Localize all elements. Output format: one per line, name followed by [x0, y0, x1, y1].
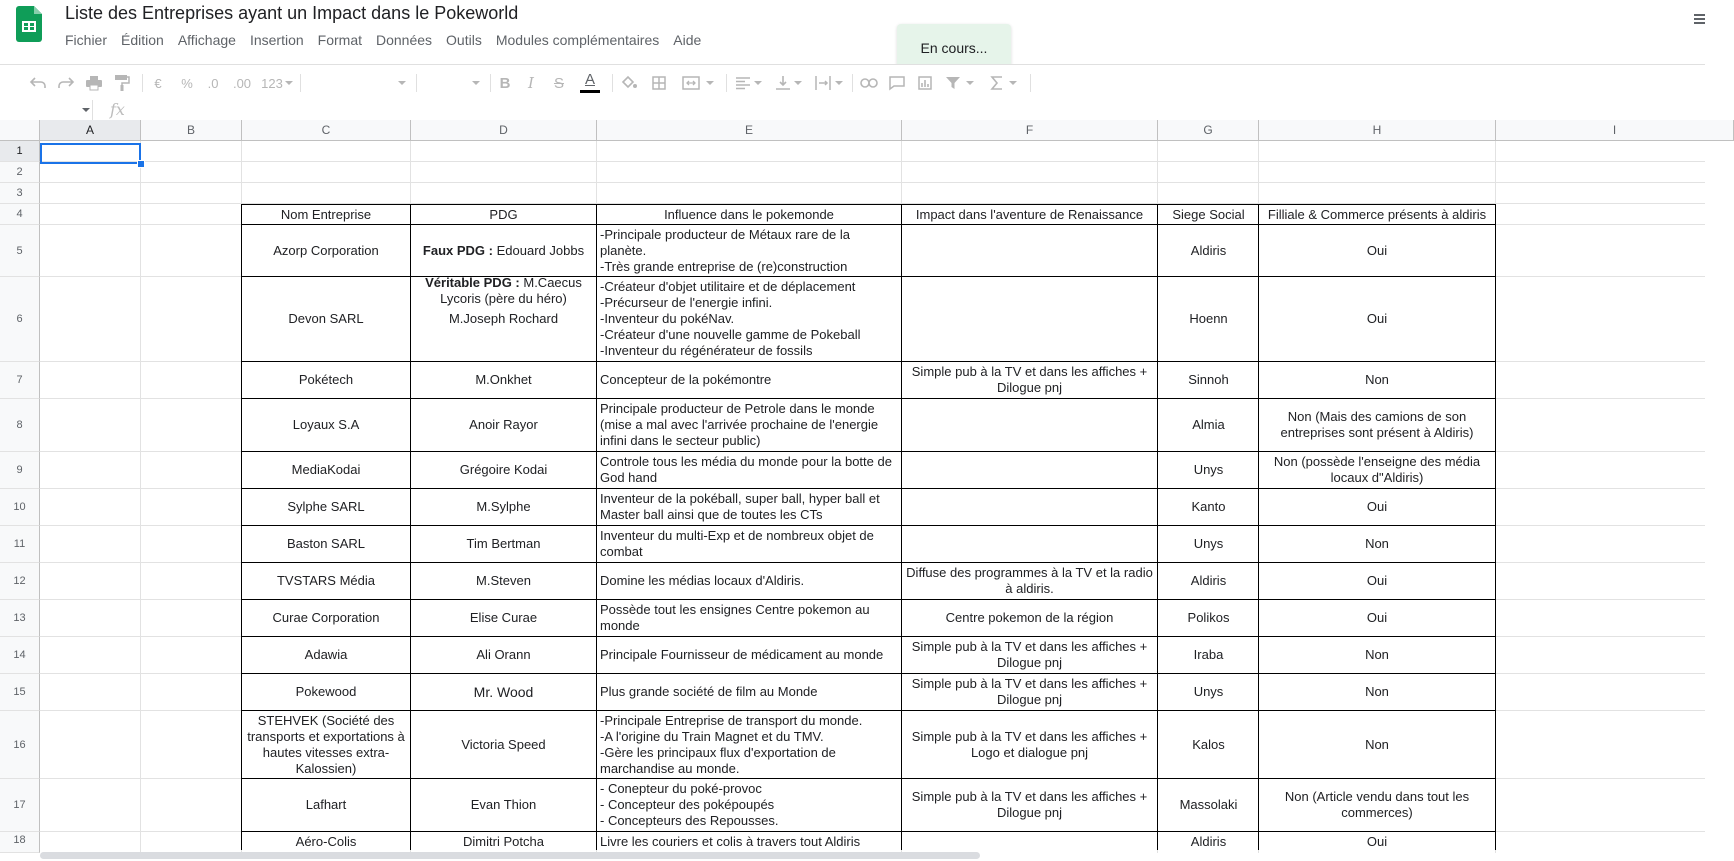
formula-bar [0, 100, 1705, 121]
menu-bar [65, 30, 715, 50]
horizontal-scrollbar[interactable] [40, 852, 980, 859]
fill-handle[interactable] [137, 160, 145, 168]
cell-pdg[interactable]: Evan Thion [470, 797, 537, 812]
cell-nom[interactable]: Baston SARL [286, 536, 366, 551]
cell-influence[interactable]: Livre les couriers et colis à travers tout Aldiris [600, 834, 861, 849]
font-family-select[interactable] [306, 65, 406, 101]
select-all-corner[interactable] [0, 120, 40, 141]
cell-pdg[interactable]: Tim Bertman [466, 536, 541, 551]
cell-influence[interactable]: - Conepteur du poké-provoc - Concepteur des poképoupés - Concepteurs des Repousses. [600, 781, 779, 828]
cell-influence[interactable]: Plus grande société de film au Monde [600, 684, 818, 699]
cell-influence[interactable]: Principale Fournisseur de médicament au monde [600, 647, 884, 662]
functions-icon[interactable] [986, 65, 1022, 101]
cell-nom[interactable]: STEHVEK (Société des transports et exportations à hautes vitesses extra-Kalossien) [247, 712, 405, 776]
cell-filiale[interactable]: Non [1365, 372, 1389, 387]
cell-impact[interactable]: Simple pub à la TV et dans les affiches + Dilogue pnj [911, 789, 1148, 820]
cell-filiale[interactable]: Non (possède l'enseigne des média locaux d"Aldiris) [1273, 454, 1481, 485]
row-header-16[interactable]: 16 [0, 711, 40, 779]
cell-impact[interactable]: Simple pub à la TV et dans les affiches + Logo et dialogue pnj [911, 728, 1148, 760]
row-header-13[interactable]: 13 [0, 600, 40, 637]
text-color-label: A [584, 71, 595, 88]
chevron-down-icon [706, 81, 714, 86]
cell-nom[interactable]: Azorp Corporation [273, 242, 379, 258]
filter-icon[interactable] [942, 65, 978, 101]
chevron-down-icon [966, 81, 974, 86]
strikethrough-button[interactable]: S [553, 74, 564, 92]
menu-outils[interactable]: Outils [446, 32, 482, 48]
active-cell-a1[interactable] [40, 143, 141, 164]
more-formats-label: 123 [261, 75, 283, 91]
row-header-17[interactable]: 17 [0, 779, 40, 832]
bold-button[interactable]: B [499, 74, 511, 92]
cell-impact[interactable]: Simple pub à la TV et dans les affiches + Dilogue pnj [911, 364, 1148, 395]
cell-filiale[interactable]: Oui [1366, 499, 1388, 514]
row-header-7[interactable]: 7 [0, 362, 40, 399]
cell-nom[interactable]: Adawia [304, 647, 348, 662]
cell-impact[interactable] [902, 489, 1157, 525]
font-size-select[interactable] [420, 65, 480, 101]
top-bar [0, 0, 1705, 64]
table-border [1495, 204, 1496, 850]
column-header-h[interactable]: H [1259, 120, 1496, 141]
cell-influence[interactable]: Inventeur de la pokéball, super ball, hyper ball et Master ball ainsi que de toutes les CTs [600, 491, 880, 522]
cell-pdg[interactable]: M.Onkhet [475, 372, 532, 387]
menu-aide[interactable]: Aide [673, 32, 702, 48]
chevron-down-icon [754, 81, 762, 86]
name-box[interactable] [0, 100, 93, 120]
pdg-vrai-value: M.Caecus Lycoris (père du héro) [440, 275, 582, 306]
cell-pdg[interactable]: Victoria Speed [461, 736, 546, 752]
redo-icon[interactable] [54, 65, 78, 101]
chevron-down-icon [794, 81, 802, 86]
cell-nom[interactable]: Devon SARL [288, 311, 364, 326]
cell-filiale[interactable]: Non (Mais des camions de son entreprises sont présent à Aldiris) [1280, 409, 1474, 440]
cell-filiale[interactable]: Oui [1366, 311, 1388, 326]
pdg-faux-value: Edouard Jobbs [493, 243, 585, 258]
toolbar-separator [726, 74, 727, 92]
cell-pdg[interactable]: Elise Curae [469, 610, 538, 625]
comments-icon[interactable] [1691, 12, 1705, 26]
cell-impact[interactable] [902, 832, 1157, 853]
column-header-g[interactable]: G [1158, 120, 1259, 141]
cell-siege[interactable]: Aldiris [1190, 242, 1227, 258]
cell-nom[interactable]: Curae Corporation [272, 610, 380, 625]
chevron-down-icon [82, 108, 90, 113]
cell-siege[interactable]: Unys [1193, 462, 1224, 477]
cell-influence[interactable]: -Créateur d'objet utilitaire et de déplacement -Précurseur de l'energie infini. -Inventeur du pokéNav. -Créateur d'une nouvelle gamme de Pokeball -Inventeur du régénérateur de fossils [600, 279, 861, 358]
row-header-8[interactable]: 8 [0, 399, 40, 452]
header-siege[interactable]: Siege Social [1172, 206, 1245, 222]
row-header-11[interactable]: 11 [0, 526, 40, 563]
cell-pdg[interactable] [411, 225, 596, 306]
cell-nom[interactable]: Pokétech [298, 372, 354, 387]
column-header-f[interactable]: F [902, 120, 1158, 141]
column-header-e[interactable]: E [597, 120, 902, 141]
row-header-6[interactable]: 6 [0, 277, 40, 362]
merge-cells-icon[interactable] [678, 65, 718, 101]
menu-edition[interactable]: Édition [121, 32, 164, 48]
cell-nom[interactable]: TVSTARS Média [276, 573, 375, 588]
grid-line [40, 161, 1705, 162]
chevron-down-icon [398, 81, 406, 86]
text-color-button[interactable] [578, 65, 602, 101]
toolbar [0, 64, 1705, 102]
cell-pdg[interactable]: Dimitri Potcha [463, 834, 544, 849]
header-influence[interactable]: Influence dans le pokemonde [664, 206, 834, 222]
row-header-9[interactable]: 9 [0, 452, 40, 489]
toolbar-separator [416, 74, 417, 92]
row-header-4[interactable]: 4 [0, 204, 40, 225]
column-header-d[interactable]: D [411, 120, 597, 141]
chevron-down-icon [835, 81, 843, 86]
menu-donnees[interactable]: Données [376, 32, 433, 48]
cell-filiale[interactable]: Oui [1366, 610, 1388, 625]
saving-toast: En cours... [897, 24, 1011, 72]
column-header-c[interactable]: C [242, 120, 411, 141]
toolbar-separator [142, 74, 143, 92]
fill-color-icon[interactable] [618, 65, 640, 101]
cell-siege[interactable]: Kalos [1192, 736, 1225, 752]
cell-impact[interactable]: Simple pub à la TV et dans les affiches + Dilogue pnj [911, 676, 1148, 707]
cell-impact[interactable] [902, 452, 1157, 488]
cell-siege[interactable]: Iraba [1193, 647, 1224, 662]
insert-comment-icon[interactable] [886, 65, 908, 101]
undo-icon[interactable] [26, 65, 50, 101]
grid-line [140, 141, 141, 853]
menu-insertion[interactable]: Insertion [249, 32, 304, 48]
row-header-5[interactable]: 5 [0, 225, 40, 277]
header-filiale[interactable]: Filliale & Commerce présents à aldiris [1267, 206, 1487, 222]
table-border [1157, 204, 1158, 850]
pdg-faux-line [414, 243, 593, 259]
sheets-logo-icon[interactable] [16, 6, 42, 42]
increase-decimal-button[interactable]: .00 [232, 75, 252, 91]
formula-input[interactable] [140, 100, 1700, 120]
cell-filiale[interactable]: Non [1365, 684, 1389, 699]
row-header-18[interactable]: 18 [0, 832, 40, 853]
row-header-12[interactable]: 12 [0, 563, 40, 600]
row-header-15[interactable]: 15 [0, 674, 40, 711]
cell-influence[interactable]: -Principale Entreprise de transport du monde. -A l'origine du Train Magnet et du TMV. -Gère les principaux flux d'exportation de marchandise au monde. [600, 712, 863, 776]
cell-filiale[interactable]: Oui [1366, 242, 1388, 258]
borders-icon[interactable] [648, 65, 670, 101]
row-header-2[interactable]: 2 [0, 162, 40, 183]
vertical-align-icon[interactable] [772, 65, 806, 101]
header-pdg[interactable]: PDG [489, 206, 518, 222]
cell-filiale[interactable]: Oui [1366, 573, 1388, 588]
cell-impact[interactable] [902, 277, 1157, 361]
cell-nom[interactable]: Aéro-Colis [295, 834, 357, 849]
menu-format[interactable]: Format [317, 32, 362, 48]
cell-pdg[interactable]: Ali Orann [476, 647, 531, 662]
print-icon[interactable] [82, 65, 106, 101]
cell-filiale[interactable]: Non [1365, 736, 1389, 752]
cell-nom[interactable]: Loyaux S.A [292, 417, 360, 432]
decrease-decimal-button[interactable]: .0 [207, 75, 219, 91]
italic-button[interactable]: I [528, 74, 534, 92]
document-title[interactable]: Liste des Entreprises ayant un Impact dans le Pokeworld [65, 3, 519, 23]
currency-euro-button[interactable]: € [154, 75, 162, 91]
cell-influence[interactable]: Possède tout les ensignes Centre pokemon au monde [600, 602, 870, 633]
cell-influence[interactable]: Concepteur de la pokémontre [600, 372, 772, 387]
cell-influence[interactable]: Domine les médias locaux d'Aldiris. [600, 573, 805, 588]
menu-affichage[interactable]: Affichage [177, 32, 236, 48]
cell-nom[interactable]: Sylphe SARL [287, 499, 365, 514]
percent-button[interactable]: % [181, 75, 193, 91]
cell-impact[interactable]: Diffuse des programmes à la TV et la radio à aldiris. [906, 565, 1153, 596]
cell-siege[interactable]: Hoenn [1189, 311, 1228, 326]
text-wrap-icon[interactable] [812, 65, 846, 101]
toolbar-separator [1030, 74, 1031, 92]
insert-chart-icon[interactable] [914, 65, 936, 101]
toolbar-separator [852, 74, 853, 92]
cell-filiale[interactable]: Non [1365, 536, 1389, 551]
cell-impact[interactable] [902, 399, 1157, 451]
spreadsheet-grid [0, 120, 1705, 850]
toolbar-separator [490, 74, 491, 92]
cell-impact[interactable]: Centre pokemon de la région [945, 610, 1114, 625]
cell-impact[interactable]: Simple pub à la TV et dans les affiches + Dilogue pnj [911, 639, 1148, 670]
cell-siege[interactable]: Sinnoh [1188, 372, 1229, 387]
horizontal-align-icon[interactable] [732, 65, 766, 101]
header-impact[interactable]: Impact dans l'aventure de Renaissance [915, 206, 1144, 222]
chevron-down-icon [1009, 81, 1017, 86]
cell-influence[interactable]: Controle tous les média du monde pour la botte de God hand [600, 454, 892, 485]
cell-siege[interactable]: Aldiris [1190, 573, 1227, 588]
pdg-faux-label: Faux PDG : [422, 243, 493, 258]
cell-filiale[interactable]: Non (Article vendu dans tout les commerces) [1284, 789, 1470, 820]
paint-format-icon[interactable] [110, 65, 134, 101]
column-header-b[interactable]: B [141, 120, 242, 141]
cell-filiale[interactable]: Oui [1366, 834, 1388, 849]
row-header-14[interactable]: 14 [0, 637, 40, 674]
cell-influence[interactable]: Inventeur du multi-Exp et de nombreux objet de combat [600, 528, 874, 559]
grid-line [40, 182, 1705, 183]
chevron-down-icon [285, 81, 293, 86]
cell-siege[interactable]: Polikos [1187, 610, 1230, 625]
menu-fichier[interactable]: Fichier [65, 32, 108, 48]
cell-siege[interactable]: Unys [1193, 536, 1224, 551]
cell-nom[interactable]: MediaKodai [291, 462, 361, 477]
toolbar-separator [300, 74, 301, 92]
row-header-1[interactable]: 1 [0, 141, 40, 162]
cell-pdg[interactable]: Anoir Rayor [469, 417, 538, 432]
cell-siege[interactable]: Massolaki [1179, 797, 1238, 812]
cell-impact[interactable] [902, 225, 1157, 276]
header-nom-entreprise[interactable]: Nom Entreprise [280, 206, 372, 222]
cell-siege[interactable]: Kanto [1191, 499, 1226, 514]
fx-icon: fx [110, 100, 125, 119]
cell-influence[interactable]: -Principale producteur de Métaux rare de la planète. -Très grande entreprise de (re)construction [600, 226, 851, 274]
text-color-swatch [580, 90, 600, 93]
more-formats-button[interactable] [260, 65, 294, 101]
chevron-down-icon [472, 81, 480, 86]
cell-pdg[interactable]: M.Sylphe [476, 499, 531, 514]
cell-pdg[interactable]: M.Joseph Rochard [448, 311, 559, 326]
column-header-a[interactable]: A [40, 120, 141, 141]
menu-modules[interactable]: Modules complémentaires [495, 32, 660, 48]
cell-pdg[interactable]: M.Steven [476, 573, 531, 588]
insert-link-icon[interactable] [858, 65, 880, 101]
cell-siege[interactable]: Almia [1192, 417, 1225, 432]
pdg-vrai-label: Véritable PDG : [425, 275, 520, 290]
cell-pdg[interactable]: Grégoire Kodai [459, 462, 548, 477]
cell-siege[interactable]: Unys [1193, 684, 1224, 699]
cell-impact[interactable] [902, 526, 1157, 562]
cell-influence[interactable]: Principale producteur de Petrole dans le monde (mise a mal avec l'arrivée prochaine de l'energie infini dans le secteur public) [600, 401, 879, 448]
row-header-10[interactable]: 10 [0, 489, 40, 526]
row-header-3[interactable]: 3 [0, 183, 40, 204]
cell-siege[interactable]: Aldiris [1190, 834, 1227, 849]
cell-nom[interactable]: Pokewood [295, 684, 357, 699]
cell-nom[interactable]: Lafhart [305, 797, 347, 812]
toolbar-separator [612, 74, 613, 92]
cell-pdg[interactable]: Mr. Wood [473, 684, 534, 700]
column-header-i[interactable]: I [1496, 120, 1734, 141]
cell-filiale[interactable]: Non [1365, 647, 1389, 662]
